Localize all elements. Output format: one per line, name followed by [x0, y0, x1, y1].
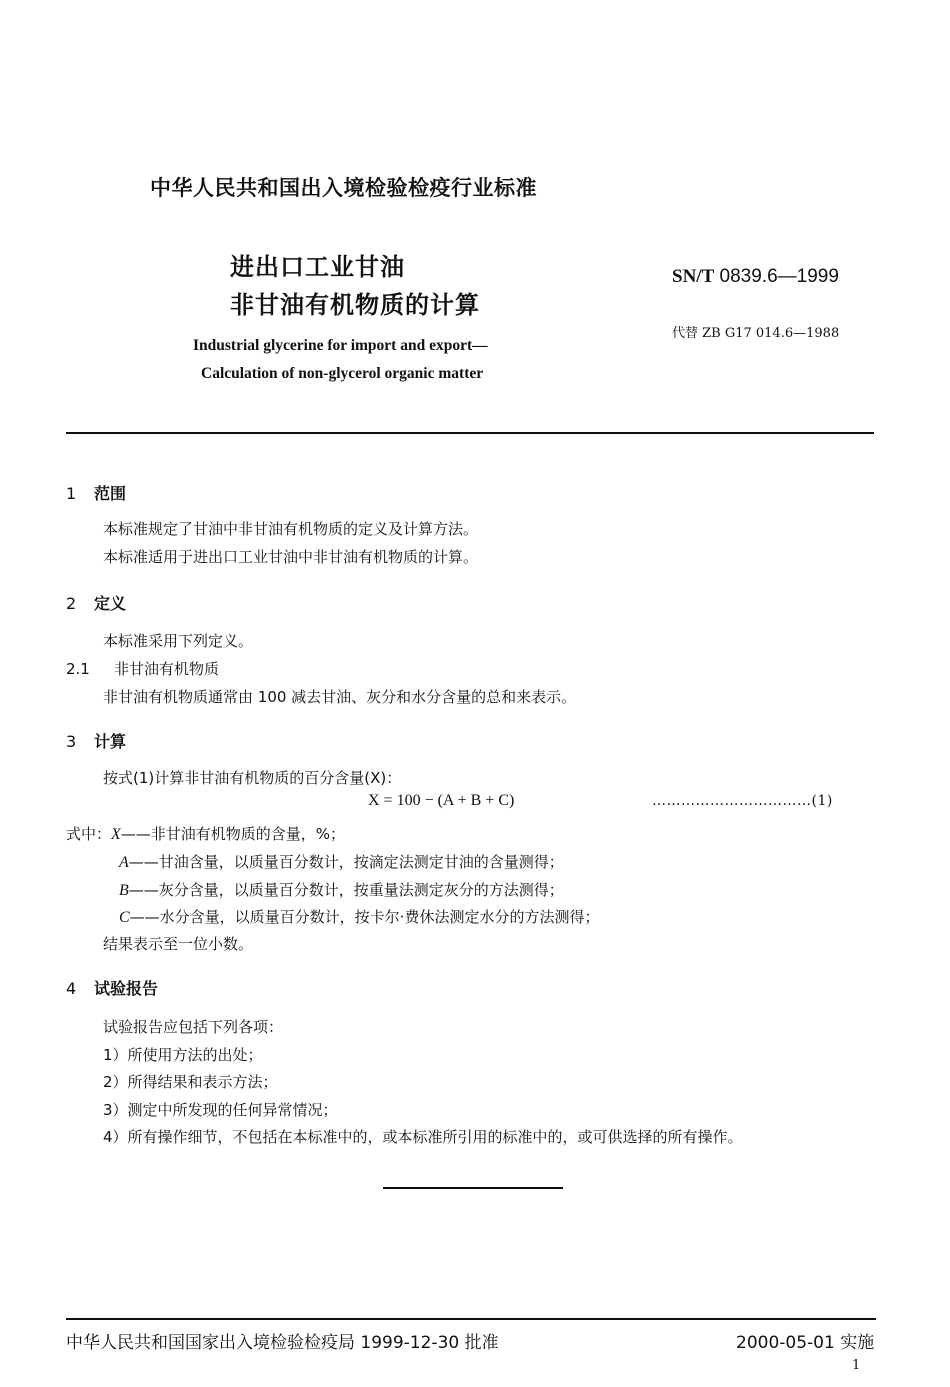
section-2-number: 2 — [66, 594, 77, 613]
variable-x-desc: ——非甘油有机物质的含量，%； — [120, 825, 346, 843]
formula-1-number: ……………………………(1) — [652, 793, 833, 809]
variable-x-definition — [66, 823, 345, 844]
title-en-line2: Calculation of non-glycerol organic matter — [201, 365, 484, 382]
section-4-number: 4 — [66, 979, 77, 998]
section-3-number: 3 — [66, 732, 77, 751]
report-item-2: 2）所得结果和表示方法； — [103, 1073, 278, 1091]
variable-a-definition — [119, 851, 564, 872]
report-item-3: 3）测定中所发现的任何异常情况； — [103, 1101, 338, 1119]
replaces-standard: 代替 ZB G17 014.6—1988 — [672, 326, 840, 341]
section-4-heading — [66, 976, 158, 999]
section-1-number: 1 — [66, 484, 77, 503]
section-2-1-heading — [66, 658, 219, 679]
section-2-para-1: 本标准采用下列定义。 — [103, 632, 254, 650]
section-1-title: 范围 — [94, 484, 127, 503]
standard-prefix: SN/T — [672, 266, 715, 287]
result-precision-note: 结果表示至一位小数。 — [103, 935, 254, 953]
report-item-4: 4）所有操作细节，不包括在本标准中的，或本标准所引用的标准中的，或可供选择的所有操作。 — [103, 1128, 743, 1146]
variable-a-desc: ——甘油含量，以质量百分数计，按滴定法测定甘油的含量测得； — [128, 853, 564, 871]
section-2-1-number: 2.1 — [66, 660, 90, 678]
section-2-title: 定义 — [94, 594, 127, 613]
section-1-para-1: 本标准规定了甘油中非甘油有机物质的定义及计算方法。 — [103, 520, 479, 538]
title-cn-line2: 非甘油有机物质的计算 — [230, 291, 480, 319]
section-1-heading — [66, 481, 126, 504]
section-4-intro: 试验报告应包括下列各项： — [103, 1018, 284, 1036]
variable-b-symbol: B — [119, 882, 129, 899]
variable-c-desc: ——水分含量，以质量百分数计，按卡尔·费休法测定水分的方法测得； — [129, 908, 600, 926]
variable-x-symbol: X — [111, 826, 121, 843]
variable-a-symbol: A — [119, 854, 129, 871]
approval-statement: 中华人民共和国国家出入境检验检疫局 1999-12-30 批准 — [66, 1333, 499, 1353]
variable-b-definition — [119, 879, 564, 900]
section-1-para-2: 本标准适用于进出口工业甘油中非甘油有机物质的计算。 — [103, 548, 479, 566]
header-divider — [66, 432, 874, 434]
standard-code: 0839.6—1999 — [719, 266, 839, 287]
page-number: 1 — [852, 1358, 861, 1373]
end-of-text-rule — [383, 1187, 563, 1189]
issuing-organization: 中华人民共和国出入境检验检疫行业标准 — [150, 176, 537, 200]
standard-number — [672, 266, 839, 288]
footer-divider — [66, 1318, 876, 1320]
variable-b-desc: ——灰分含量，以质量百分数计，按重量法测定灰分的方法测得； — [128, 881, 564, 899]
report-item-1: 1）所使用方法的出处； — [103, 1046, 263, 1064]
title-en-line1: Industrial glycerine for import and export— — [193, 337, 488, 354]
implementation-date: 2000-05-01 实施 — [736, 1333, 875, 1353]
section-3-intro: 按式(1)计算非甘油有机物质的百分含量(X)： — [103, 769, 402, 787]
section-2-heading — [66, 591, 126, 614]
variable-c-definition — [119, 906, 599, 927]
variable-c-symbol: C — [119, 909, 130, 926]
formula-1: X = 100 − (A + B + C) — [368, 792, 515, 809]
where-prefix: 式中： — [66, 825, 112, 843]
section-2-1-para: 非甘油有机物质通常由 100 减去甘油、灰分和水分含量的总和来表示。 — [103, 688, 577, 706]
title-cn-line1: 进出口工业甘油 — [230, 253, 405, 281]
section-3-title: 计算 — [94, 732, 127, 751]
section-2-1-title: 非甘油有机物质 — [114, 660, 220, 678]
section-3-heading — [66, 729, 126, 752]
section-4-title: 试验报告 — [94, 979, 159, 998]
